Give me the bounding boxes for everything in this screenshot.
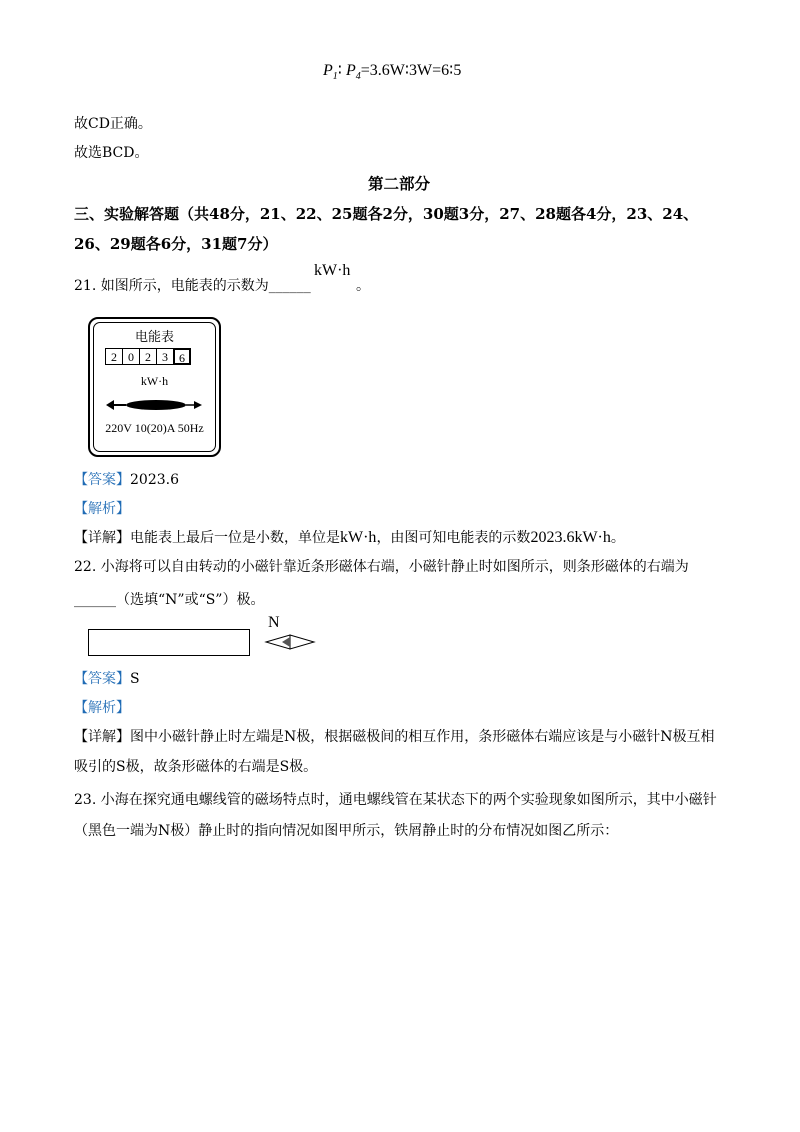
compass-needle-icon [264,634,316,650]
meter-disc-icon [104,395,204,415]
equation: $P_1∶$ $P_4=3.6W∶3W=6∶5$ [323,62,462,83]
q22-question-line1: 22. 小海将可以自由转动的小磁针靠近条形磁体右端，小磁针静止时如图所示，则条形磁体的右端为 [74,559,689,575]
q22-detail-line2: 吸引的S极，故条形磁体的右端是S极。 [74,759,318,775]
q23-question-line2: （黑色一端为N极）静止时的指向情况如图甲所示，铁屑静止时的分布情况如图乙所示： [74,823,619,839]
q21-detail: 【详解】电能表上最后一位是小数，单位是kW·h，由图可知电能表的示数2023.6kW·h。 [74,529,625,546]
meter-digit: 3 [156,348,174,365]
q21-answer: 【答案】2023.6 [74,472,179,488]
section3-heading-line1: 三、实验解答题（共48分，21、22、25题各2分，30题3分，27、28题各4分，23、24、 [74,205,699,223]
bar-magnet [88,629,250,656]
meter-digit: 2 [105,348,123,365]
line-choose-bcd: 故选BCD。 [74,145,149,161]
meter-title: 电能表 [134,330,174,345]
q22-answer: 【答案】S [74,671,140,687]
meter-digit: 0 [122,348,140,365]
q22-question-line2: ______（选填“N”或“S”）极。 [74,592,265,608]
meter-spec: 220V 10(20)A 50Hz [105,421,204,435]
q22-detail-line1: 【详解】图中小磁针静止时左端是N极，根据磁极间的相互作用，条形磁体右端应该是与小磁针N极互相 [74,729,715,745]
meter-digit: 2 [139,348,157,365]
line-cd-correct: 故CD正确。 [74,116,152,132]
energy-meter-figure [88,317,221,457]
q21-unit: kW·h [314,262,351,279]
meter-digits [106,348,191,365]
q21-end: 。 [356,278,370,294]
q21-question: 21. 如图所示，电能表的示数为______ [74,278,311,294]
q23-question-line1: 23. 小海在探究通电螺线管的磁场特点时，通电螺线管在某状态下的两个实验现象如图所示，其中小磁针 [74,792,717,808]
meter-unit: kW·h [140,374,169,388]
part2-title: 第二部分 [368,174,431,193]
meter-digit-decimal: 6 [173,348,191,365]
q22-analysis-tag: 【解析】 [74,700,130,716]
needle-n-label: N [268,614,280,631]
section3-heading-line2: 26、29题各6分，31题7分） [74,235,278,253]
q21-analysis-tag: 【解析】 [74,501,130,517]
